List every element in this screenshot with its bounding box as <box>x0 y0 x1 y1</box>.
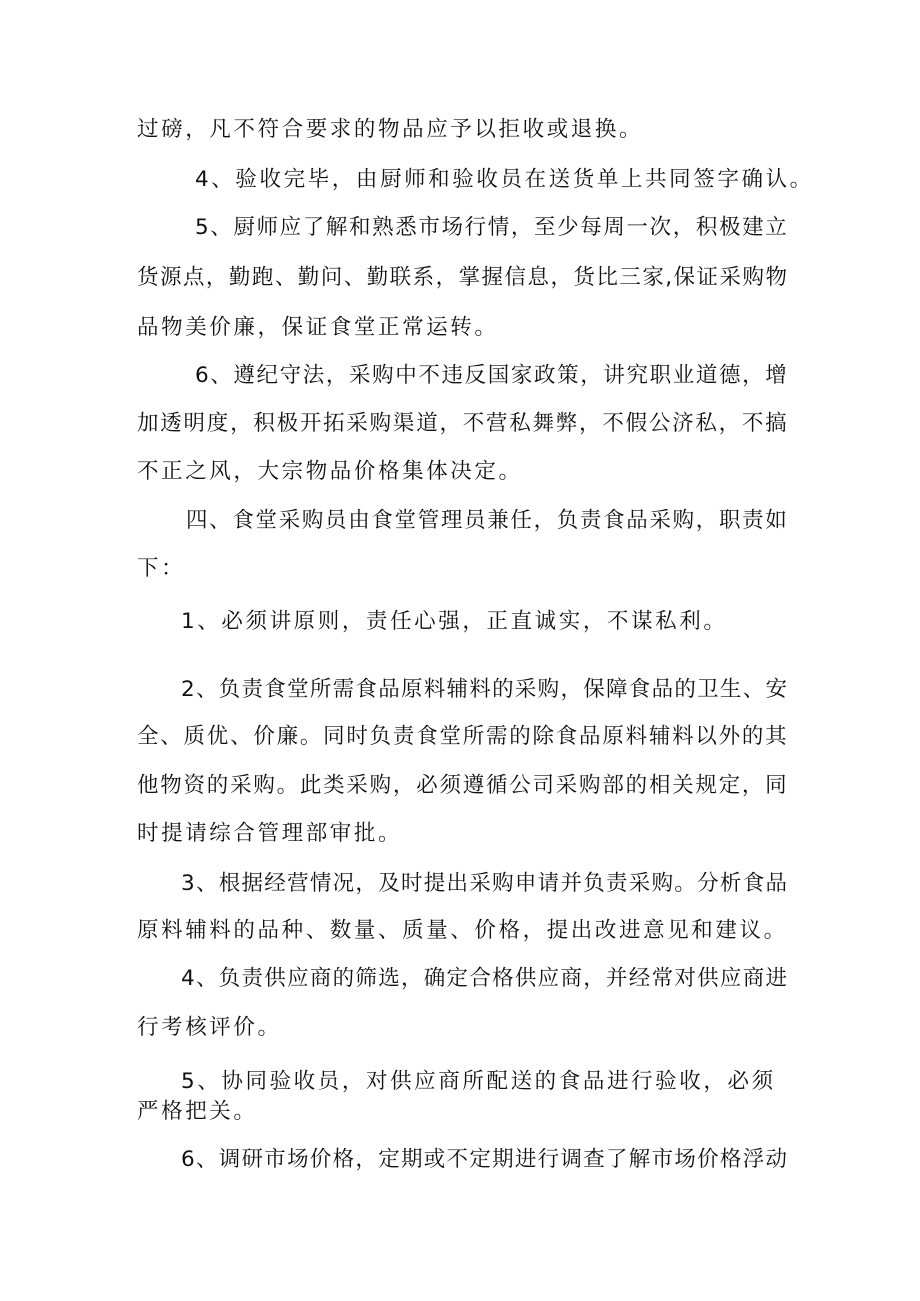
text-line: 不正之风，大宗物品价格集体决定。 <box>137 459 523 484</box>
text-line: 他 物 资 的 采 购 。 此 类 采 购 ， 必 须 遵 循 公 司 采 购 部 的 相 关 规 定 ， 同 <box>137 773 787 798</box>
text-line: 原料辅料的品种、数量、质量、价格，提出改进意见和建议。 <box>137 918 788 943</box>
text-line: 6 、 调 研 市 场 价 格 ， 定 期 或 不 定 期 进 行 调 查 了 解 市 场 价 格 浮 动 <box>181 1147 787 1172</box>
text-line: 过磅，凡不符合要求的物品应予以拒收或退换。 <box>137 117 644 142</box>
text-line: 全 、 质 优 、 价 廉 。 同 时 负 责 食 堂 所 需 的 除 食 品 原 料 辅 料 以 外 的 其 <box>137 724 787 749</box>
text-line: 货 源 点 ， 勤 跑 、 勤 问 、 勤 联 系 ， 掌 握 信 息 ， 货 比 三 家 , 保 证 采 购 物 <box>137 265 787 290</box>
text-line: 4、验收完毕，由厨师和验收员在送货单上共同签字确认。 <box>195 167 814 192</box>
text-line: 4 、 负 责 供 应 商 的 筛 选 ， 确 定 合 格 供 应 商 ， 并 经 常 对 供 应 商 进 <box>181 966 787 991</box>
text-line: 品物美价廉，保证食堂正常运转。 <box>137 315 499 340</box>
text-line: 5、协同验收员，对供应商所配送的食品进行验收，必须 <box>181 1069 776 1094</box>
text-line: 1、必须讲原则，责任心强，正直诚实，不谋私利。 <box>181 609 728 634</box>
text-line: 加 透 明 度 ， 积 极 开 拓 采 购 渠 道 ， 不 营 私 舞 弊 ， 不 假 公 济 私 ， 不 搞 <box>137 411 787 436</box>
text-line: 3 、 根 据 经 营 情 况 ， 及 时 提 出 采 购 申 请 并 负 责 采 购 。 分 析 食 品 <box>181 871 787 896</box>
text-line: 严格把关。 <box>137 1099 258 1124</box>
text-line: 行考核评价。 <box>137 1015 282 1040</box>
text-line: 时提请综合管理部审批。 <box>137 821 403 846</box>
text-line: 2 、 负 责 食 堂 所 需 食 品 原 料 辅 料 的 采 购 ， 保 障 食 品 的 卫 生 、 安 <box>181 677 787 702</box>
text-line: 下： <box>137 556 186 581</box>
text-line: 6 、 遵 纪 守 法 ， 采 购 中 不 违 反 国 家 政 策 ， 讲 究 职 业 道 德 ， 增 <box>195 363 787 388</box>
text-line: 5 、 厨 师 应 了 解 和 熟 悉 市 场 行 情 ， 至 少 每 周 一 次 ， 积 极 建 立 <box>195 215 787 240</box>
text-line: 四 、 食 堂 采 购 员 由 食 堂 管 理 员 兼 任 ， 负 责 食 品 采 购 ， 职 责 如 <box>186 508 787 533</box>
